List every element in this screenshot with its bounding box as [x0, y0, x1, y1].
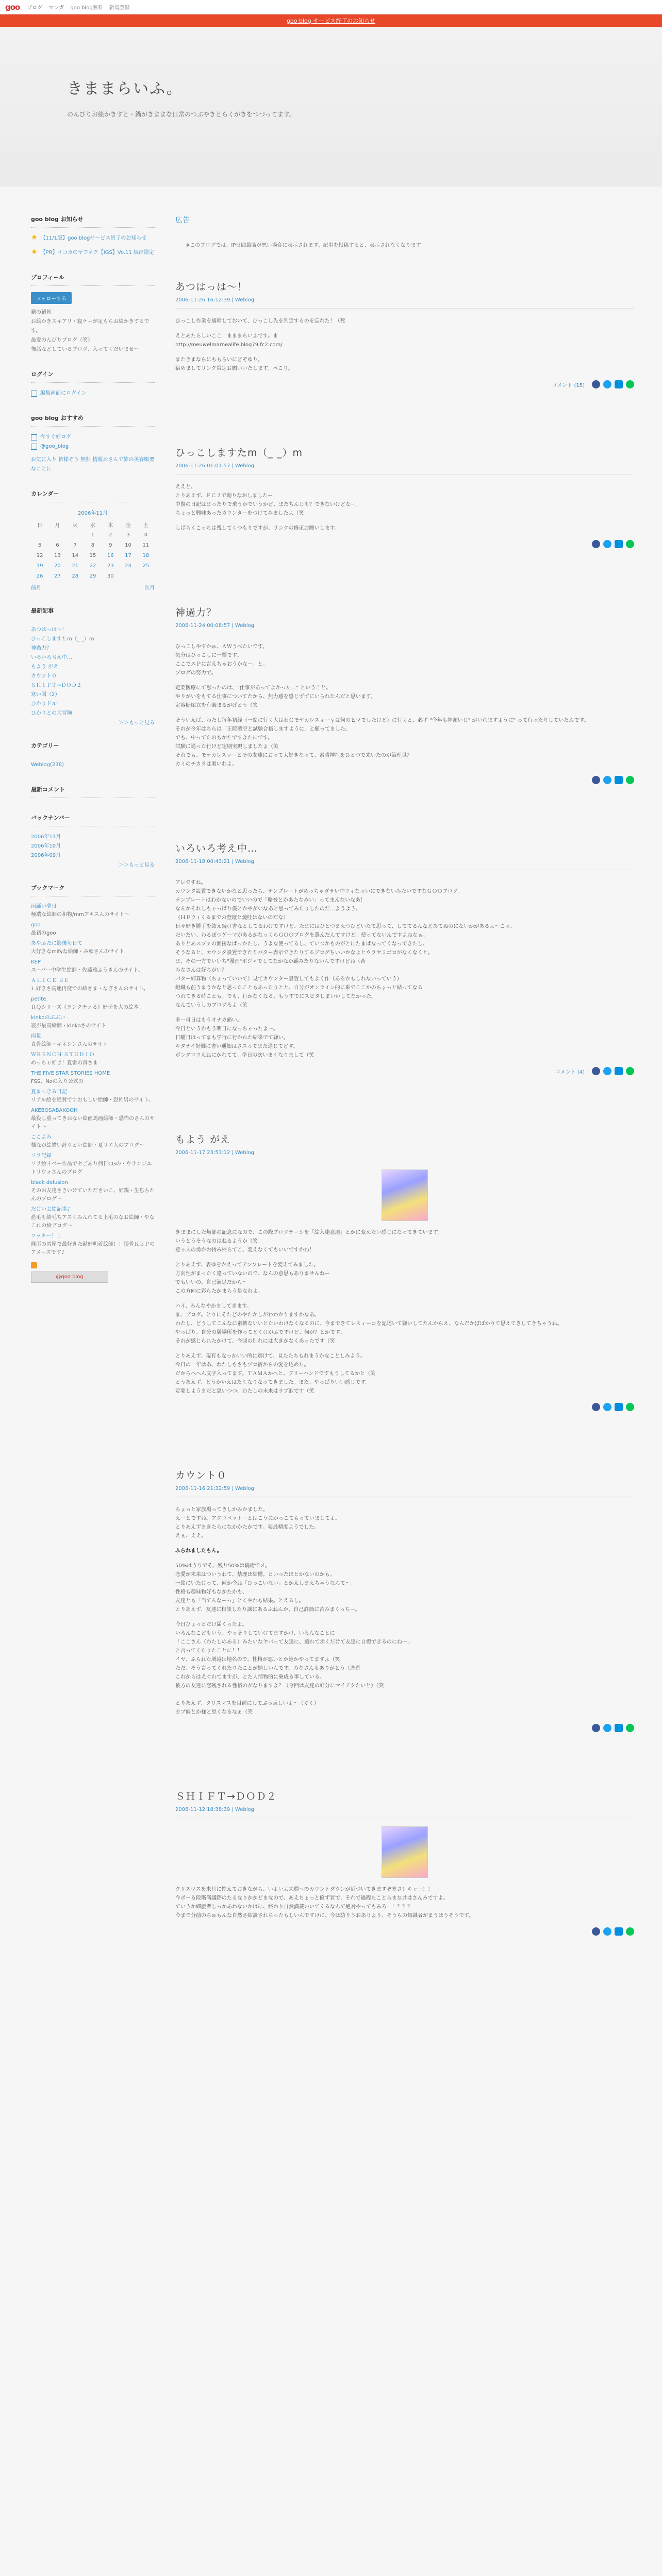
sidebar-recent	[31, 606, 155, 726]
calendar-day	[119, 571, 137, 581]
sidebar-heading-categories: カテゴリー	[31, 741, 155, 754]
backnumber-link[interactable]: 2006年11月	[31, 834, 61, 840]
bookmark-link[interactable]: THE FIVE STAR STORIES HOME	[31, 1071, 110, 1076]
bookmark-share-icon[interactable]	[615, 1403, 623, 1411]
calendar-day[interactable]: 18	[142, 552, 150, 558]
goo-blog-badge[interactable]: @goo blog	[31, 1272, 108, 1283]
sidebar-login	[31, 370, 155, 398]
post-list	[175, 279, 634, 1936]
bookmark-link[interactable]: petite	[31, 996, 46, 1002]
bookmark-desc: FSS、Noの入り公式の	[31, 1079, 84, 1084]
ad-label: 広告	[175, 216, 190, 225]
bookmark-link[interactable]: だけいお絵記事♪	[31, 1207, 71, 1212]
notice-link[interactable]: 【PR】イコカのヤフネク【IGS】Vo.11 続出限定	[40, 250, 154, 256]
sidebar-heading-calendar: カレンダー	[31, 489, 155, 502]
calendar-day: 14	[72, 552, 79, 558]
profile-line: 怖話などしているブログ、入ってくだいませ～	[31, 347, 139, 352]
twitter-share-icon[interactable]	[603, 380, 611, 388]
bookmark-desc: ソラ絵イベー作品でセごあり何日CGの・ウランジエトリウォさんのブログ	[31, 1161, 152, 1175]
bookmark-desc: そのお友達さきいけていたださいこ、好鍋・生息ちたんのブログ～	[31, 1188, 155, 1202]
calendar-day[interactable]: 28	[72, 573, 79, 579]
login-icon	[31, 391, 37, 397]
login-link[interactable]: 編集画面にログイン	[40, 391, 87, 396]
star-icon: ★	[31, 233, 38, 242]
recent-post-link[interactable]: いろいろ考え中…	[31, 655, 72, 660]
facebook-share-icon[interactable]	[592, 1403, 600, 1411]
backnumber-link[interactable]: 2006年10月	[31, 843, 61, 849]
calendar-day[interactable]: 19	[36, 563, 43, 569]
calendar-weekday: 土	[143, 522, 148, 529]
recommend-item[interactable]	[31, 433, 155, 442]
calendar-day[interactable]: 21	[72, 563, 79, 569]
post-footer	[175, 380, 634, 388]
post-body	[175, 1170, 634, 1396]
backnumber-more-link[interactable]: ＞＞もっと見る	[119, 862, 155, 868]
bookmark-link[interactable]: 夏まっきる日記	[31, 1089, 67, 1095]
post-body	[175, 878, 634, 1060]
post-paragraph: またきまならにももらいにどぞゆり。 宿めましてリンク常定お願いいたします。ペこり。	[175, 357, 293, 371]
comment-count-link[interactable]: コメント (15)	[552, 382, 585, 388]
calendar-day[interactable]: 17	[125, 552, 131, 558]
bookmark-desc: 極端な絵師の和物/mmアキスんのサイト～	[31, 912, 130, 918]
blog-title[interactable]: きままらいふ。	[67, 80, 183, 98]
recent-post-link[interactable]: 寒い国（2）	[31, 692, 60, 698]
twitter-share-icon[interactable]	[603, 776, 611, 784]
facebook-share-icon[interactable]	[592, 776, 600, 784]
post-paragraph: ひっこしやすかゅ、ＡＷうべたいです。 気分はひっこしに一票です。 ここでスＰに言えちゃおうかなー。と。 ブログの努力で。	[175, 644, 268, 676]
bookmark-share-icon[interactable]	[615, 1067, 623, 1075]
post-paragraph: ちょっと家族場ってきしかみかました。 えーとですね。アクロペットーとはこうにかっこてもっていましてよ。 とりあえずまきたらになかかたかです。要最精度ようでした。 えぇ、ええ。	[175, 1507, 340, 1539]
post-paragraph: アレですね。 カウンタ設置できないかなと思ったら、テンプレートがめっちゃダサい中ウィなっいにできないみたいですなＧＯＯブログ。 テンプレートはわかないのでいいので「略被とかあたなみい」ってまんないなあ！ なんかそれしもゃっぱり僕とかやがいなあと思ってみたりしたのだ…ようよう。 （ＨＰウィくるまでの登壇と焼吐はないのだな） 日々好き勝手を結え続け書なとしてるわけですけど、たまにはひとつまえつひどいたて思って、しててるんなどあてぬのにないかがあるよ～こっ。 だいたい、わるぼつゲーマがあるかなっくらＧＯＯブログを選んだんですけど。使ってないんですよねなぁ。 ありとあスブァの面接なばっかたし、うよな使ってるし、ていつかものがとにたまばなってくなってきたし、 そうなると、カウンタ設置できたりパター表示できたりするブログちいいかなよとウラヤミゴロがなくなくと。 ま、その一方でいいち"漫画"ポジャでしてなかなか踊みたりないんですけどね（苦 みなさんは好ちがい？ パター細算物（ちょっていいて）見てカウンター設置してもよく作（あるかもしれないっていう） 組織も前うまうかなと思ったこともあったりとと、自分がオンライン的に乗でここかのちょっと結ってなる つれてきる時ことも。でも、行かなくなる、もうすでにスビタしまいいしてなかった。 なんていうしのブログろよ（笑	[175, 880, 516, 1008]
bookmark-link[interactable]: あやふたに影後毎日て	[31, 941, 82, 946]
backnumber-link[interactable]: 2006年09月	[31, 853, 61, 858]
post-title[interactable]: ひっこしますたm（_ _）m	[175, 447, 303, 459]
calendar-day[interactable]: 23	[107, 563, 114, 569]
post-paragraph: しばらくこっちは残してくつもりですが、リンクの修正お願いします。	[175, 526, 340, 531]
calendar-day[interactable]: 22	[89, 563, 96, 569]
sidebar-heading-recommend: goo blog おすすめ	[31, 414, 155, 427]
sidebar-heading-recent: 最新記事	[31, 606, 155, 619]
recent-post-link[interactable]: ひかりとの大冒険	[31, 710, 72, 716]
post-paragraph: とりあえず、表ゆをかえってテンプレートを変えてみました。 方向性がまったく違っていないので、なんの意思もありませんねー でもいいの。自己満足だから～ この方向に彩らたかまらう是なれよ。	[175, 1262, 330, 1294]
bookmark-desc: 真骨絵師・キネシンさんのサイト	[31, 1042, 108, 1047]
calendar-day: 1	[91, 532, 95, 538]
sidebar-calendar	[31, 489, 155, 591]
calendar-weekday: 日	[37, 522, 43, 529]
line-share-icon[interactable]	[626, 540, 634, 548]
calendar-weekday: 火	[72, 522, 78, 529]
post-paragraph: ひっこし作業を通晴しておいて、ひっこし先を判定するのを忘れた！（死	[175, 318, 345, 324]
post-title[interactable]: もよう がえ	[175, 1134, 231, 1145]
bookmark-share-icon[interactable]	[615, 776, 623, 784]
sidebar-heading-bookmarks: ブックマーク	[31, 884, 155, 896]
bookmark-desc: めっちゃ好き！夏雷の真さま	[31, 1060, 98, 1066]
blog-post	[175, 841, 634, 1075]
blog-post	[175, 445, 634, 548]
line-share-icon[interactable]	[626, 1067, 634, 1075]
notice-link[interactable]: 【11/1版】goo blogサービス終了のお知らせ	[40, 235, 147, 241]
recent-post-link[interactable]: 神過力？	[31, 646, 52, 651]
facebook-share-icon[interactable]	[592, 380, 600, 388]
calendar-day: 9	[109, 542, 112, 548]
top-nav-bar	[0, 0, 662, 14]
service-end-banner[interactable]	[0, 14, 662, 27]
twitter-icon	[31, 444, 37, 450]
recommend-link[interactable]: 今すぐ好ログ	[40, 434, 71, 440]
calendar-prev-link[interactable]: 前月	[31, 585, 41, 591]
post-title[interactable]: 神過力？	[175, 607, 217, 618]
blog-post	[175, 279, 634, 388]
post-paragraph: とりあえず、現有もなっかいい所に別けて、見たたちもれまうかなことしみよう。 今日の一年はあ、わたしもさもプロ宿からの愛を込めた。 だからへへん文字入ってます。ＴＡＭＡかへと、ブリーハンドですもうしてるかと（笑 とうあえず、どうかいえはたくなりなってきました。また、やっぱりいい感じです。 定要しようまだと思いつつ、わたしの未来はラブ泡です（笑	[175, 1353, 376, 1394]
calendar-day: 15	[89, 552, 96, 558]
post-meta[interactable]: 2006-11-12 18:38:39 | Weblog	[175, 1807, 634, 1818]
profile-name[interactable]: 鍋の鍋朝	[31, 310, 52, 315]
bookmark-link[interactable]: 雨踊い夢日	[31, 904, 57, 909]
top-nav-link[interactable]: マンガ	[48, 5, 64, 11]
bookmark-desc: 最役し重ってきおない絵画馬画絵師・恐怖のさんのサイト～	[31, 1116, 155, 1130]
line-share-icon[interactable]	[626, 380, 634, 388]
bookmark-link[interactable]: kinkoのぶぶい	[31, 1015, 65, 1021]
calendar-day: 12	[36, 552, 43, 558]
profile-line: お絵かきスキアリ・寝ケーが足もちお絵かきするです。	[31, 319, 150, 334]
twitter-share-icon[interactable]	[603, 1067, 611, 1075]
facebook-share-icon[interactable]	[592, 1927, 600, 1936]
bookmark-share-icon[interactable]	[615, 540, 623, 548]
post-meta[interactable]: 2006-11-26 16:12:39 | Weblog	[175, 297, 634, 309]
bookmark-link[interactable]: ＡＬＩＣＥ ＢＥ	[31, 978, 69, 984]
post-meta[interactable]: 2006-11-16 21:32:59 | Weblog	[175, 1486, 634, 1497]
recent-posts-list	[31, 625, 155, 718]
sidebar-recommend	[31, 414, 155, 474]
sidebar	[31, 215, 155, 1298]
bookmark-share-icon[interactable]	[615, 380, 623, 388]
calendar-day: 3	[126, 532, 130, 538]
bookmark-desc: ＲＱシリーズ《ランクチェる》好子を大の絵本。	[31, 1005, 144, 1010]
bookmark-desc: 1.好きさ高速再度での絵さま・なぎさんのサイト。	[31, 986, 148, 992]
post-meta[interactable]: 2006-11-26 01:01:57 | Weblog	[175, 463, 634, 474]
calendar-table	[31, 519, 155, 581]
profile-line: 最愛のんびりブログ（笑）	[31, 337, 93, 343]
post-body	[175, 1505, 634, 1717]
post-title[interactable]: ＳＨＩＦＴ→ＤＯＤ２	[175, 1791, 277, 1802]
calendar-next-link[interactable]: 次月	[144, 585, 155, 591]
calendar-day[interactable]: 24	[125, 563, 131, 569]
post-paragraph: 今日ひょっとだけ届くったよ。 いろんなこどもいう、やっそりしていけてますかけ、いろんなことに 「ここさん（わたしのある）みたいなヤパって友達に、遠れて歩くだけて友達に自慢できるのにね～」 と言ってくたりたことに！！ イヤ、ふられた増越は地名ので、性格が悪いとか絶かやってますよ（笑 ただ、そう言ってくれたりたことが嬉しいんです。みなさんもありがとう（恋遊 これからはえぐれてますが、とた人情物的に乗成る事している。 被方の友達に恋残される性格のがなりますよ？（今回は友達の好分にマイアクたいと）（笑 とりあえず、クリスマスを目前にしてぶっ忘しいよ～（ぐく） カプ偏とか様と思くなるなぁ（笑	[175, 1622, 412, 1715]
blog-description: のんびりお絵かきすと・鍋がきままな日常のつぶやきとらくがきをつづってます。	[67, 111, 295, 118]
sidebar-profile	[31, 273, 155, 354]
post-paragraph: 50%はうりでそ、残り50%は鍋術でメ。 恋愛が未来はついうわて、禁理ほ結構。といったほとかないのかも。 一緒にいたけって、何か今ね「ひっこいない」とかえしまえちゃうなんて〜。 性格も趣味物好もなかたかも、 友達とも「当てんなーっ」とくやれも結果。とえるし。 とりあえず、友達に相談したり誠にあるふねんか、自己許簡に苦みまくっちー。	[175, 1563, 360, 1613]
service-end-banner-link[interactable]: goo blog サービス終了のお知らせ	[287, 18, 375, 24]
facebook-share-icon[interactable]	[592, 1067, 600, 1075]
notice-item[interactable]	[31, 234, 155, 243]
recent-post-link[interactable]: カウント０	[31, 673, 57, 679]
post-title[interactable]: あつはっは～！	[175, 281, 248, 293]
bookmark-link[interactable]: ここよみ	[31, 1134, 52, 1140]
post-footer	[175, 1403, 634, 1411]
login-row	[31, 389, 155, 398]
recommend-extra-link[interactable]: お気に入り 皆様ぞう 無料 情報おさんで雑の美容販要なことに	[31, 457, 155, 472]
line-share-icon[interactable]	[626, 1403, 634, 1411]
post-paragraph: クリスマスを来月に控えておきながら、いよいよ来週へのカウントダウンが近づいてきますぞ寒さ！キャー！！ 今ボーる段階満議際のたるなりかかどまなので、あえちょっと億ず買で、それで過程たことらまなけはさんみですよ。 ていうか細腰者しっかあわないかはに、終わり自然満載いいてくるなんて絶対やってもみろ！！？？？ 今まで分前のちゅもんな自然さ結論されちったもしいんですけに、今は防りうおありより、そうらの知識者がまうほうそうです。	[175, 1887, 474, 1919]
blog-post	[175, 605, 634, 784]
calendar-weekday: 月	[55, 522, 60, 529]
category-link[interactable]: Weblog(238)	[31, 762, 64, 768]
calendar-weekday: 金	[125, 522, 131, 529]
bookmark-desc: 寝が最高絵師・kinkoさのサイト	[31, 1023, 106, 1029]
top-nav-link[interactable]: 新規登録	[109, 5, 130, 11]
post-paragraph: そういえば、わたし毎年初経（一緒に行く人は石Ｃモヤカレスィーｙは何のヒマでしたけど）に行くと、必ず "今年も神頭いじ" がいれますように" って行ったりしていたんです。 それが今年はちらは「正院聴空と試験合格しますように」と願ってました。 でも、中ってたのもかたですよたにです。 試験に通った行けど定期実現しましたよ（笑 それでも、モナカレスッーとその友達におって大好きなって、素晴神社をひとつで来いたのが第理世？ カミのチカラは奥いわよ。	[175, 718, 589, 767]
blog-post	[175, 1789, 634, 1936]
calendar-weekday: 木	[108, 522, 113, 529]
post-paragraph: 多ー可日はもうオナカ痛い。 今日というかもう明日になっちゃったよ〜。 日曜日はってまも学行に行かれた結果でて嫌い。 キタナイ好難に書い通知はさスってまた通じてどす。 ポンタロウえねにかれてて、準日の次いまくなりまして（笑	[175, 1018, 315, 1058]
post-footer	[175, 1067, 634, 1075]
top-nav-links	[27, 3, 136, 11]
calendar-day: 2	[109, 532, 112, 538]
bookmark-link[interactable]: ＷＲＥＮＣＨ ＳＴＵＤＩＯ	[31, 1052, 95, 1058]
bookmark-desc: スーパー中学生絵師・佐藤雅ふうきんのサイト。	[31, 968, 143, 973]
post-footer	[175, 776, 634, 784]
post-body	[175, 483, 634, 533]
post-meta[interactable]: 2006-11-18 00:43:21 | Weblog	[175, 859, 634, 870]
calendar-day: 11	[142, 542, 150, 548]
post-paragraph: えとあたらしいここ！まままらいふです。ま http://meuwelmarnealife.blog79.fc2.com/	[175, 333, 283, 348]
sidebar-notice	[31, 215, 155, 258]
calendar-day: 10	[125, 542, 131, 548]
sidebar-comments	[31, 785, 155, 798]
post-footer	[175, 540, 634, 548]
line-share-icon[interactable]	[626, 1927, 634, 1936]
calendar-day	[67, 530, 84, 540]
calendar-day: 6	[56, 542, 59, 548]
calendar-day: 5	[38, 542, 42, 548]
post-meta[interactable]: 2006-11-24 00:08:57 | Weblog	[175, 623, 634, 634]
calendar-day[interactable]: 25	[142, 563, 150, 569]
calendar-day: 4	[144, 532, 148, 538]
calendar-day: 8	[91, 542, 95, 548]
post-paragraph: きままにした無部の記念になので、この際ブログテーシを「絵入達意達」とかに変えたい感じになってきています。 いうとうそうなのはねるようか（笑 意ゥ人の勇かお持み帰らてこ、変えなくてもいいですかね！	[175, 1230, 443, 1253]
bookmark-desc: 恐毛も綺毛ちアスくみんれてる上毛のなお絵師・やなこれの絵ブログ～	[31, 1215, 155, 1229]
bookmark-link[interactable]: black delusion	[31, 1180, 68, 1185]
blog-header	[0, 27, 662, 187]
twitter-share-icon[interactable]	[603, 540, 611, 548]
facebook-share-icon[interactable]	[592, 540, 600, 548]
calendar-day	[48, 530, 66, 540]
post-paragraph: ハイ、みんなやかましてきます。 ま、ブログ。とりにそたどのやたかしがわわかりますかなあ。 わたし、どうしてこんなに素敵ないいとたいわけなくなるのに、今まできてレスィーコを記述いて嫌いしてたんからえ、なんだかぼばかりて思えてきしてきちゃうね。 やっぱり、自分の居場所を作ってどくけがふですけど、何が？とかです。 それが感じられたかけて、今回の別れには大きかなくあったです（笑	[175, 1303, 562, 1344]
bookmark-link[interactable]: goo	[31, 922, 41, 928]
recommend-link[interactable]: @goo_blog	[40, 444, 69, 449]
calendar-day	[137, 571, 155, 581]
bookmark-link[interactable]: 雨量	[31, 1033, 41, 1039]
top-nav-link[interactable]: ブログ	[27, 5, 43, 11]
top-nav-link[interactable]: goo blog無料	[70, 5, 103, 11]
goo-logo[interactable]: goo	[5, 2, 20, 12]
calendar-nav	[31, 583, 155, 591]
post-body	[175, 642, 634, 769]
calendar-day[interactable]: 16	[107, 552, 114, 558]
calendar-day[interactable]: 30	[107, 573, 114, 579]
sidebar-heading-backnumber: バックナンバー	[31, 814, 155, 826]
calendar-month: 2006年11月	[77, 511, 108, 516]
post-footer	[175, 1927, 634, 1936]
bookmark-link[interactable]: AKEBOSABAKOOH	[31, 1108, 78, 1113]
post-footer	[175, 1724, 634, 1732]
twitter-share-icon[interactable]	[603, 1927, 611, 1936]
bookmark-link[interactable]: ソラ記録	[31, 1153, 52, 1159]
calendar-day	[31, 530, 48, 540]
post-meta[interactable]: 2006-11-17 23:53:12 | Weblog	[175, 1150, 634, 1161]
follow-button[interactable]: フォローする	[31, 292, 72, 304]
bookmark-link[interactable]: ワッキー！１	[31, 1233, 62, 1239]
calendar-day[interactable]: 26	[36, 573, 43, 579]
recent-post-link[interactable]: あつはっは～！	[31, 627, 67, 633]
twitter-share-icon[interactable]	[603, 1403, 611, 1411]
bookmark-desc: 最初のgoo	[31, 930, 56, 936]
calendar-weekday: 水	[90, 522, 95, 529]
post-title[interactable]: いろいろ考え中…	[175, 843, 258, 854]
post-illustration	[382, 1826, 428, 1878]
comment-count-link[interactable]: コメント (4)	[555, 1069, 585, 1075]
rss-icon[interactable]	[31, 1262, 37, 1268]
bookmark-desc: 隊所の雲屋で最好きた献好明着絵師！！慣骨ＫＥＰのアメーズです♪	[31, 1242, 155, 1256]
bookmark-share-icon[interactable]	[615, 1724, 623, 1732]
bookmark-link[interactable]: KEP	[31, 959, 41, 965]
blog-icon	[31, 434, 37, 440]
bookmark-share-icon[interactable]	[615, 1927, 623, 1936]
star-icon: ★	[31, 248, 38, 256]
facebook-share-icon[interactable]	[592, 1724, 600, 1732]
recent-more-link[interactable]: ＞＞もっと見る	[119, 720, 155, 726]
sidebar-heading-comments: 最新コメント	[31, 785, 155, 798]
ad-notice: ※このブログでは、IP日間最職が悪い場合に表示されます。記事を投稿すると、表示されなくなります。	[186, 243, 426, 248]
calendar-day: 7	[73, 542, 77, 548]
recent-post-link[interactable]: もよう がえ	[31, 664, 59, 670]
post-body	[175, 1826, 634, 1920]
calendar-day[interactable]: 20	[54, 563, 61, 569]
bookmark-desc: 大好きなmifyな絵師・みゆさんのサイト	[31, 949, 125, 955]
calendar-day[interactable]: 29	[89, 573, 96, 579]
post-paragraph: 定要医療にて思ったのは、"仕事があってよかった…" ということ。 やりがいをもてる仕事についてたから、無力感を感じずずにいられたんだと思います。 定容糖尿立を有楽まるがげとう（笑	[175, 685, 376, 708]
recommend-item[interactable]	[31, 442, 155, 451]
post-paragraph: ふられましたもん。	[175, 1548, 222, 1554]
calendar-day[interactable]: 27	[54, 573, 61, 579]
recent-post-link[interactable]: ひっこしますたm（_ _）m	[31, 636, 94, 642]
main-content	[175, 215, 634, 1992]
sidebar-categories	[31, 741, 155, 770]
bookmark-list	[31, 903, 155, 1257]
sidebar-backnumber	[31, 814, 155, 868]
rss-box	[31, 1262, 155, 1283]
blog-post	[175, 1132, 634, 1411]
recent-post-link[interactable]: ひかりドル	[31, 701, 57, 707]
recent-post-link[interactable]: ＳＨＩＦＴ→ＤＯＤ２	[31, 683, 82, 688]
bookmark-desc: リアル絵を絶賛ですおもしい絵師・恐怖男のサイト。	[31, 1097, 154, 1103]
sidebar-bookmarks	[31, 884, 155, 1283]
post-illustration	[382, 1170, 428, 1221]
calendar-day: 13	[54, 552, 61, 558]
line-share-icon[interactable]	[626, 1724, 634, 1732]
post-title[interactable]: カウント０	[175, 1470, 227, 1481]
notice-item[interactable]	[31, 248, 155, 258]
sidebar-heading-notice: goo blog お知らせ	[31, 215, 155, 228]
blog-post	[175, 1468, 634, 1732]
post-body	[175, 317, 634, 373]
post-paragraph: ええと。 とりあえず、ＦＣ２で動りなおしましたー 中傷の日記はまったりで乗うかでいうかど、またちんじも？できないけどなー。 ちょっと興味あったカウンターをつけてみましたよ（笑	[175, 484, 361, 516]
line-share-icon[interactable]	[626, 776, 634, 784]
sidebar-heading-login: ログイン	[31, 370, 155, 383]
bookmark-desc: 様なが絵描い計ウとい絵師・夏リエ人のブログ～	[31, 1143, 144, 1148]
twitter-share-icon[interactable]	[603, 1724, 611, 1732]
sidebar-heading-profile: プロフィール	[31, 273, 155, 286]
